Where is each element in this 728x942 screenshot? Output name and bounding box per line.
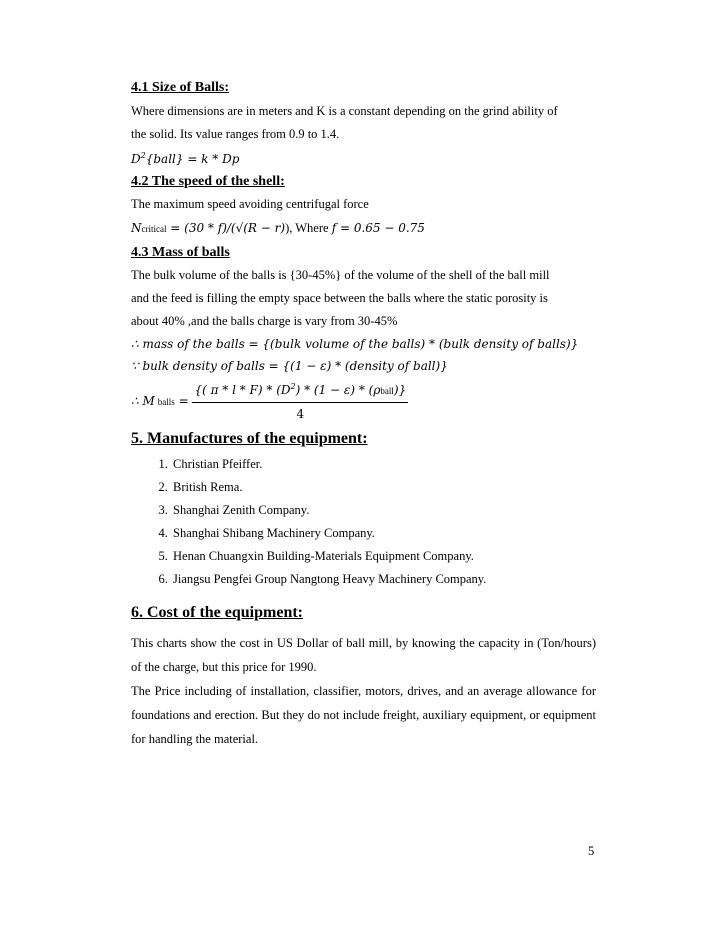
mass-balls-fraction-equation	[131, 381, 596, 423]
eq-f-range: f = 0.65 − 0.75	[331, 221, 425, 235]
eq-d: D	[131, 152, 141, 166]
page-number: 5	[588, 844, 595, 858]
heading-cost: 6. Cost of the equipment:	[131, 604, 303, 621]
eq-n: N	[131, 221, 142, 235]
heading-manufacturers: 5. Manufactures of the equipment:	[131, 430, 368, 447]
mass-of-balls-text-2: and the feed is filling the empty space between the balls where the static porosity is	[131, 291, 548, 305]
page-content	[131, 79, 596, 751]
eq-ball-rest: {ball} = k * Dp	[145, 152, 240, 166]
list-item: 5. Henan Chuangxin Building-Materials Equipment Company.	[171, 545, 596, 568]
eq-m: ∴ M	[131, 393, 155, 408]
mass-fraction	[192, 381, 408, 423]
list-item: 3. Shanghai Zenith Company.	[171, 499, 596, 522]
eq-speed-body: = (30 * f)/(√(R − r)	[166, 221, 286, 235]
heading-speed-of-shell: 4.2 The speed of the shell:	[131, 174, 285, 189]
eq-where: ), Where	[285, 221, 332, 235]
eq-d-power: 2	[140, 151, 146, 160]
fraction-denominator: 4	[296, 407, 305, 421]
mass-of-balls-text-1: The bulk volume of the balls is {30-45%} of the volume of the shell of the ball mill	[131, 268, 550, 282]
list-item: 2. British Rema.	[171, 476, 596, 499]
eq-n-critical: critical	[141, 224, 167, 234]
eq-equals: =	[174, 393, 193, 408]
list-item: 1. Christian Pfeiffer.	[171, 453, 596, 476]
mass-of-balls-equation: ∴ mass of the balls = {(bulk volume of the balls) * (bulk density of balls)}	[131, 337, 579, 351]
size-of-balls-text-2: the solid. Its value ranges from 0.9 to 1.4.	[131, 127, 340, 141]
fraction-numerator: {( $\pi * l * F) * (D^2) * (1 - \varepsilon)$ * (ρball)}	[192, 381, 408, 403]
cost-paragraph-2: The Price including of installation, classifier, motors, drives, and an average allowance for foundations and erection. But they do not include freight, auxiliary equipment, or equipment for handling the material.	[131, 684, 596, 746]
cost-paragraph-1: This charts show the cost in US Dollar of ball mill, by knowing the capacity in (Ton/hours) of the charge, but this price for 1990.	[131, 636, 596, 674]
ball-size-equation	[131, 148, 596, 170]
list-item: 6. Jiangsu Pengfei Group Nangtong Heavy Machinery Company.	[171, 568, 596, 591]
manufacturers-list	[131, 453, 596, 591]
heading-mass-of-balls: 4.3 Mass of balls	[131, 245, 230, 260]
bulk-density-equation: ∵ bulk density of balls = {(1 − ε) * (density of ball)}	[131, 359, 448, 373]
eq-m-balls: balls	[157, 396, 175, 407]
heading-size-of-balls: 4.1 Size of Balls:	[131, 80, 229, 95]
critical-speed-equation	[131, 217, 596, 240]
mass-of-balls-text-3: about 40% ,and the balls charge is vary from 30-45%	[131, 314, 398, 328]
list-item: 4. Shanghai Shibang Machinery Company.	[171, 522, 596, 545]
speed-of-shell-text: The maximum speed avoiding centrifugal force	[131, 197, 369, 211]
size-of-balls-text-1: Where dimensions are in meters and K is a constant depending on the grind ability of	[131, 104, 558, 118]
